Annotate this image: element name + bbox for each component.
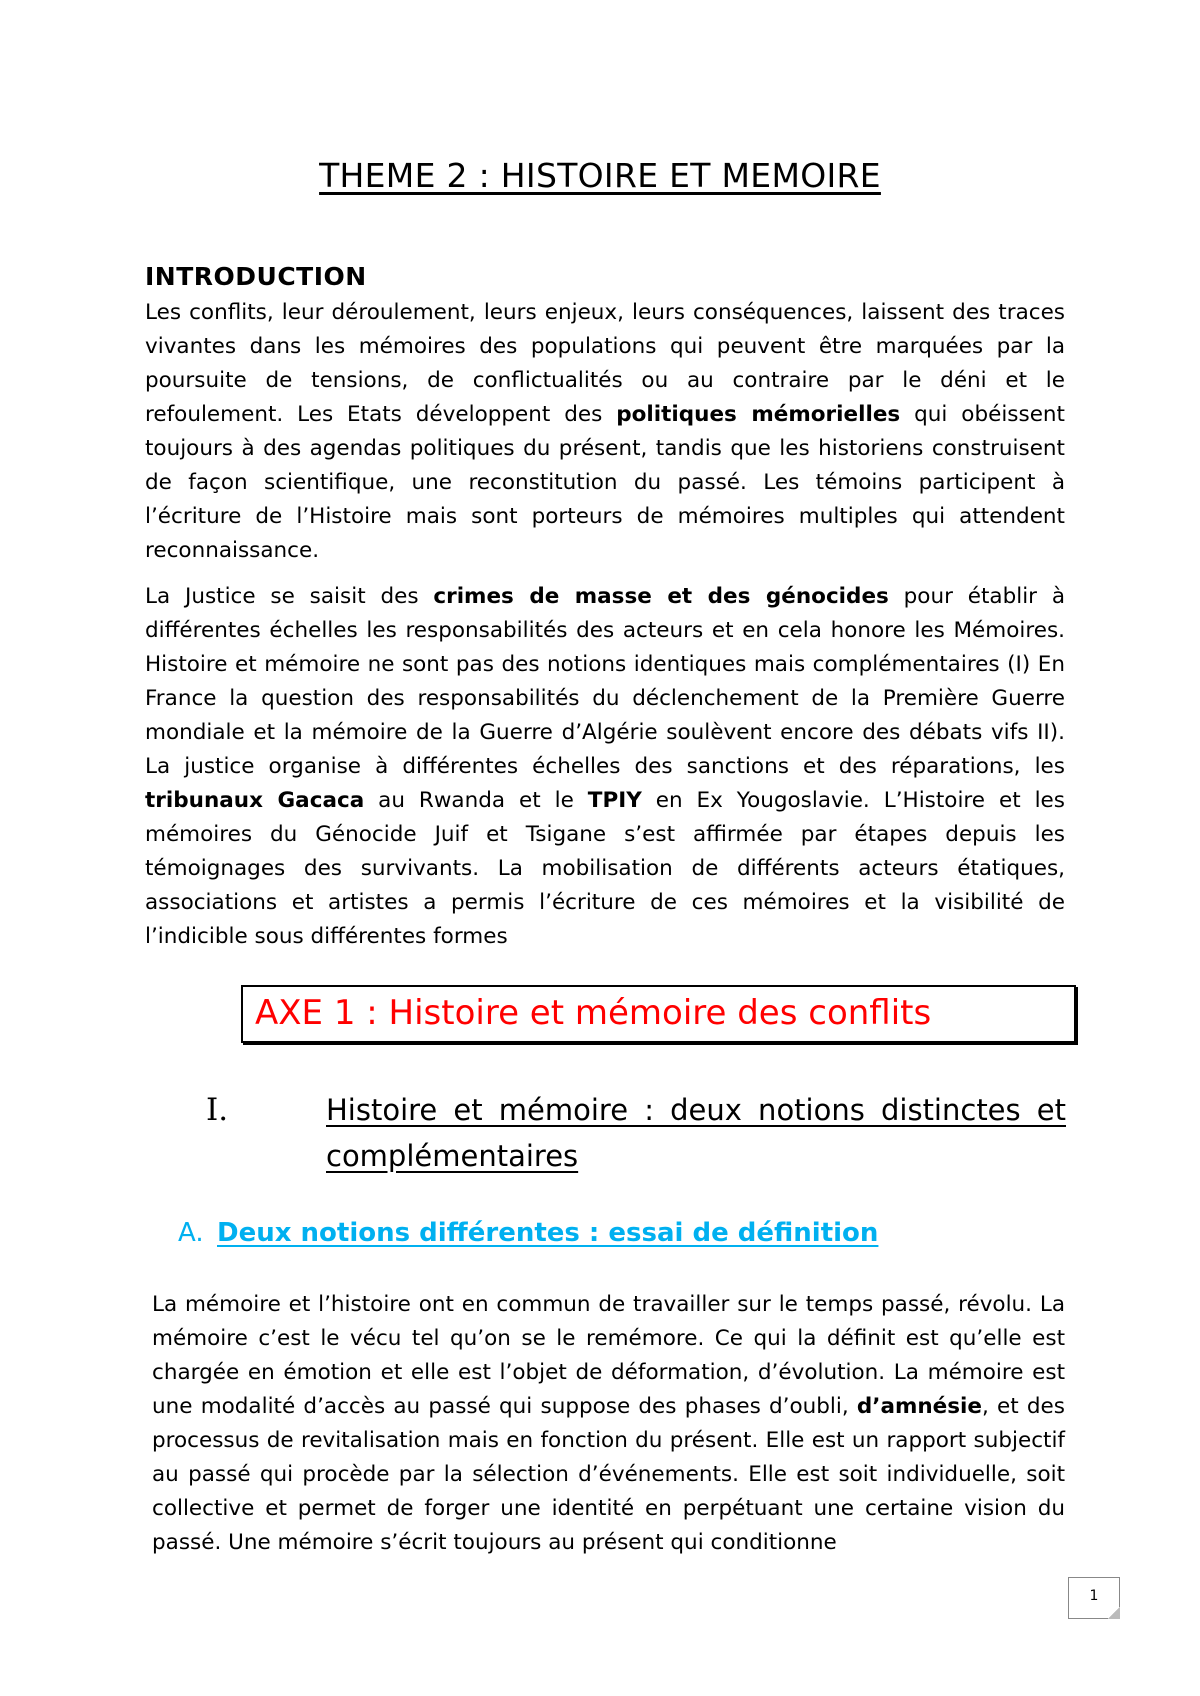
- page-number-box: [1068, 1577, 1120, 1619]
- page-number: 1: [1089, 1588, 1099, 1604]
- intro-paragraph-2: [145, 580, 1065, 954]
- text-run: , et des processus de revitalisation mais en fonction du présent. Elle est un rapport subjectif au passé qui procède par la sélection d’événements. Elle est soit individuelle, soit collective et permet de forger une identité en perpétuant une certaine vision du passé. Une mémoire s’écrit toujours au présent qui conditionne: [152, 1394, 1065, 1555]
- text-run: La mémoire et l’histoire ont en commun de travailler sur le temps passé, révolu. La mémoire c’est le vécu tel qu’on se le remémore. Ce qui la définit est qu’elle est chargée en émotion et elle est l’objet de déformation, d’évolution. La mémoire est une modalité d’accès au passé qui suppose des phases d’oubli,: [152, 1292, 1065, 1419]
- section-title: Histoire et mémoire : deux notions distinctes et complémentaires: [326, 1093, 1066, 1173]
- text-run: Les conflits, leur déroulement, leurs enjeux, leurs conséquences, laissent des traces vivantes dans les mémoires des populations qui peuvent être marquées par la poursuite de tensions, de conflictualités ou au contraire par le déni et le refoulement. Les Etats développent des: [145, 300, 1065, 427]
- subsection-title: Deux notions différentes : essai de définition: [217, 1218, 879, 1248]
- section-number: I.: [206, 1092, 229, 1128]
- subsection-letter: A.: [178, 1218, 204, 1248]
- page-title: THEME 2 : HISTOIRE ET MEMOIRE: [319, 156, 881, 195]
- intro-paragraph-1: [145, 296, 1065, 568]
- text-run: en Ex Yougoslavie. L’Histoire et les mémoires du Génocide Juif et Tsigane s’est affirmée par étapes depuis les témoignages des survivants. La mobilisation de différents acteurs étatiques, associations et artistes a permis l’écriture de ces mémoires et la visibilité de l’indicible sous différentes formes: [145, 788, 1065, 949]
- body-paragraph: [152, 1288, 1065, 1560]
- introduction-heading: INTRODUCTION: [145, 262, 367, 291]
- text-run: qui obéissent toujours à des agendas politiques du présent, tandis que les historiens construisent de façon scientifique, une reconstitution du passé. Les témoins participent à l’écriture de l’Histoire mais sont porteurs de mémoires multiples qui attendent reconnaissance.: [145, 402, 1065, 563]
- text-run: au Rwanda et le: [364, 788, 588, 813]
- text-run: La Justice se saisit des: [145, 584, 434, 609]
- keyword-amnesie: d’amnésie: [856, 1394, 982, 1419]
- text-run: pour établir à différentes échelles les responsabilités des acteurs et en cela honore les Mémoires. Histoire et mémoire ne sont pas des notions identiques mais complémentaires (I) En France la question des responsabilités du déclenchement de la Première Guerre mondiale et la mémoire de la Guerre d’Algérie soulèvent encore des débats vifs II). La justice organise à différentes échelles des sanctions et des réparations, les: [145, 584, 1065, 779]
- keyword-tribunaux-gacaca: tribunaux Gacaca: [145, 788, 365, 813]
- keyword-tpiy: TPIY: [587, 788, 642, 813]
- keyword-politiques-memorielles: politiques mémorielles: [616, 402, 901, 427]
- keyword-crimes-de-masse: crimes de masse et des génocides: [433, 584, 889, 609]
- axe-title: AXE 1 : Histoire et mémoire des conflits: [255, 993, 932, 1033]
- axe-title-box: [241, 985, 1076, 1043]
